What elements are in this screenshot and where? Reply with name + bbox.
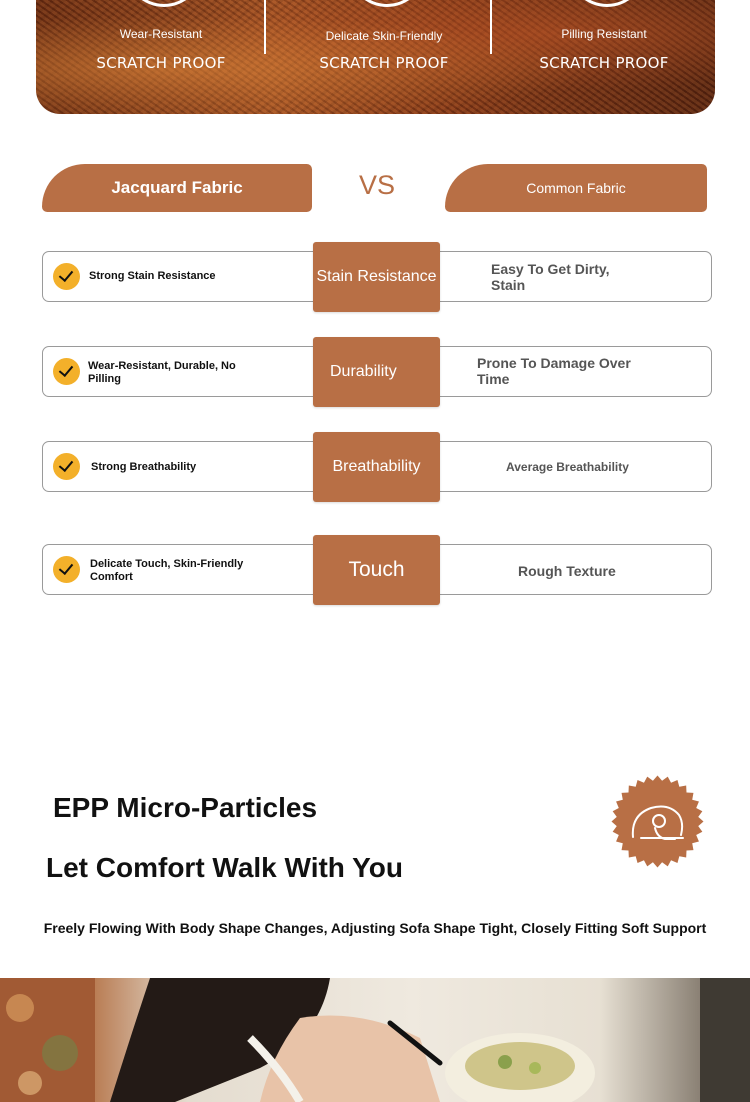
feature-label: Wear-Resistant xyxy=(119,27,203,41)
feature-title: SCRATCH PROOF xyxy=(319,54,449,72)
divider xyxy=(264,0,266,54)
feature-title: SCRATCH PROOF xyxy=(96,54,226,72)
feature-label: Pilling Resistant xyxy=(561,27,647,41)
feature-circle-icon xyxy=(125,0,203,7)
common-value: Average Breathability xyxy=(506,460,629,474)
common-value: Rough Texture xyxy=(518,563,616,579)
feature-circle-icon xyxy=(568,0,646,7)
common-value: Easy To Get Dirty, Stain xyxy=(491,261,610,293)
jacquard-value: Delicate Touch, Skin-Friendly Comfort xyxy=(90,558,244,583)
jacquard-value: Strong Stain Resistance xyxy=(89,270,216,282)
lifestyle-photo xyxy=(0,978,750,1102)
feature-wear-resistant xyxy=(48,0,274,114)
epp-tagline: Let Comfort Walk With You xyxy=(46,852,403,883)
vs-label: VS xyxy=(358,170,396,200)
criterion-stain-resistance: Stain Resistance xyxy=(313,242,440,312)
check-icon xyxy=(53,453,80,480)
jacquard-value: Strong Breathability xyxy=(91,461,197,473)
common-value: Prone To Damage Over Time xyxy=(477,355,631,387)
feature-skin-friendly xyxy=(271,0,497,114)
person-resting-icon xyxy=(611,775,704,868)
feature-label: Delicate Skin-Friendly xyxy=(325,29,443,43)
feature-banner xyxy=(36,0,715,114)
check-icon xyxy=(53,263,80,290)
criterion-touch: Touch xyxy=(313,535,440,605)
check-icon xyxy=(53,556,80,583)
jacquard-fabric-tab: Jacquard Fabric xyxy=(42,164,312,212)
feature-pilling-resistant xyxy=(491,0,715,114)
feature-title: SCRATCH PROOF xyxy=(539,54,669,72)
common-fabric-tab: Common Fabric xyxy=(445,164,707,212)
check-icon xyxy=(53,358,80,385)
jacquard-value: Wear-Resistant, Durable, No Pilling xyxy=(88,360,236,385)
criterion-durability: Durability xyxy=(313,337,440,407)
photo-illustration xyxy=(0,978,750,1102)
epp-title: EPP Micro-Particles xyxy=(53,792,318,823)
epp-description: Freely Flowing With Body Shape Changes, Adjusting Sofa Shape Tight, Closely Fitting Soft Support xyxy=(43,920,707,936)
feature-circle-icon xyxy=(348,0,426,7)
criterion-breathability: Breathability xyxy=(313,432,440,502)
